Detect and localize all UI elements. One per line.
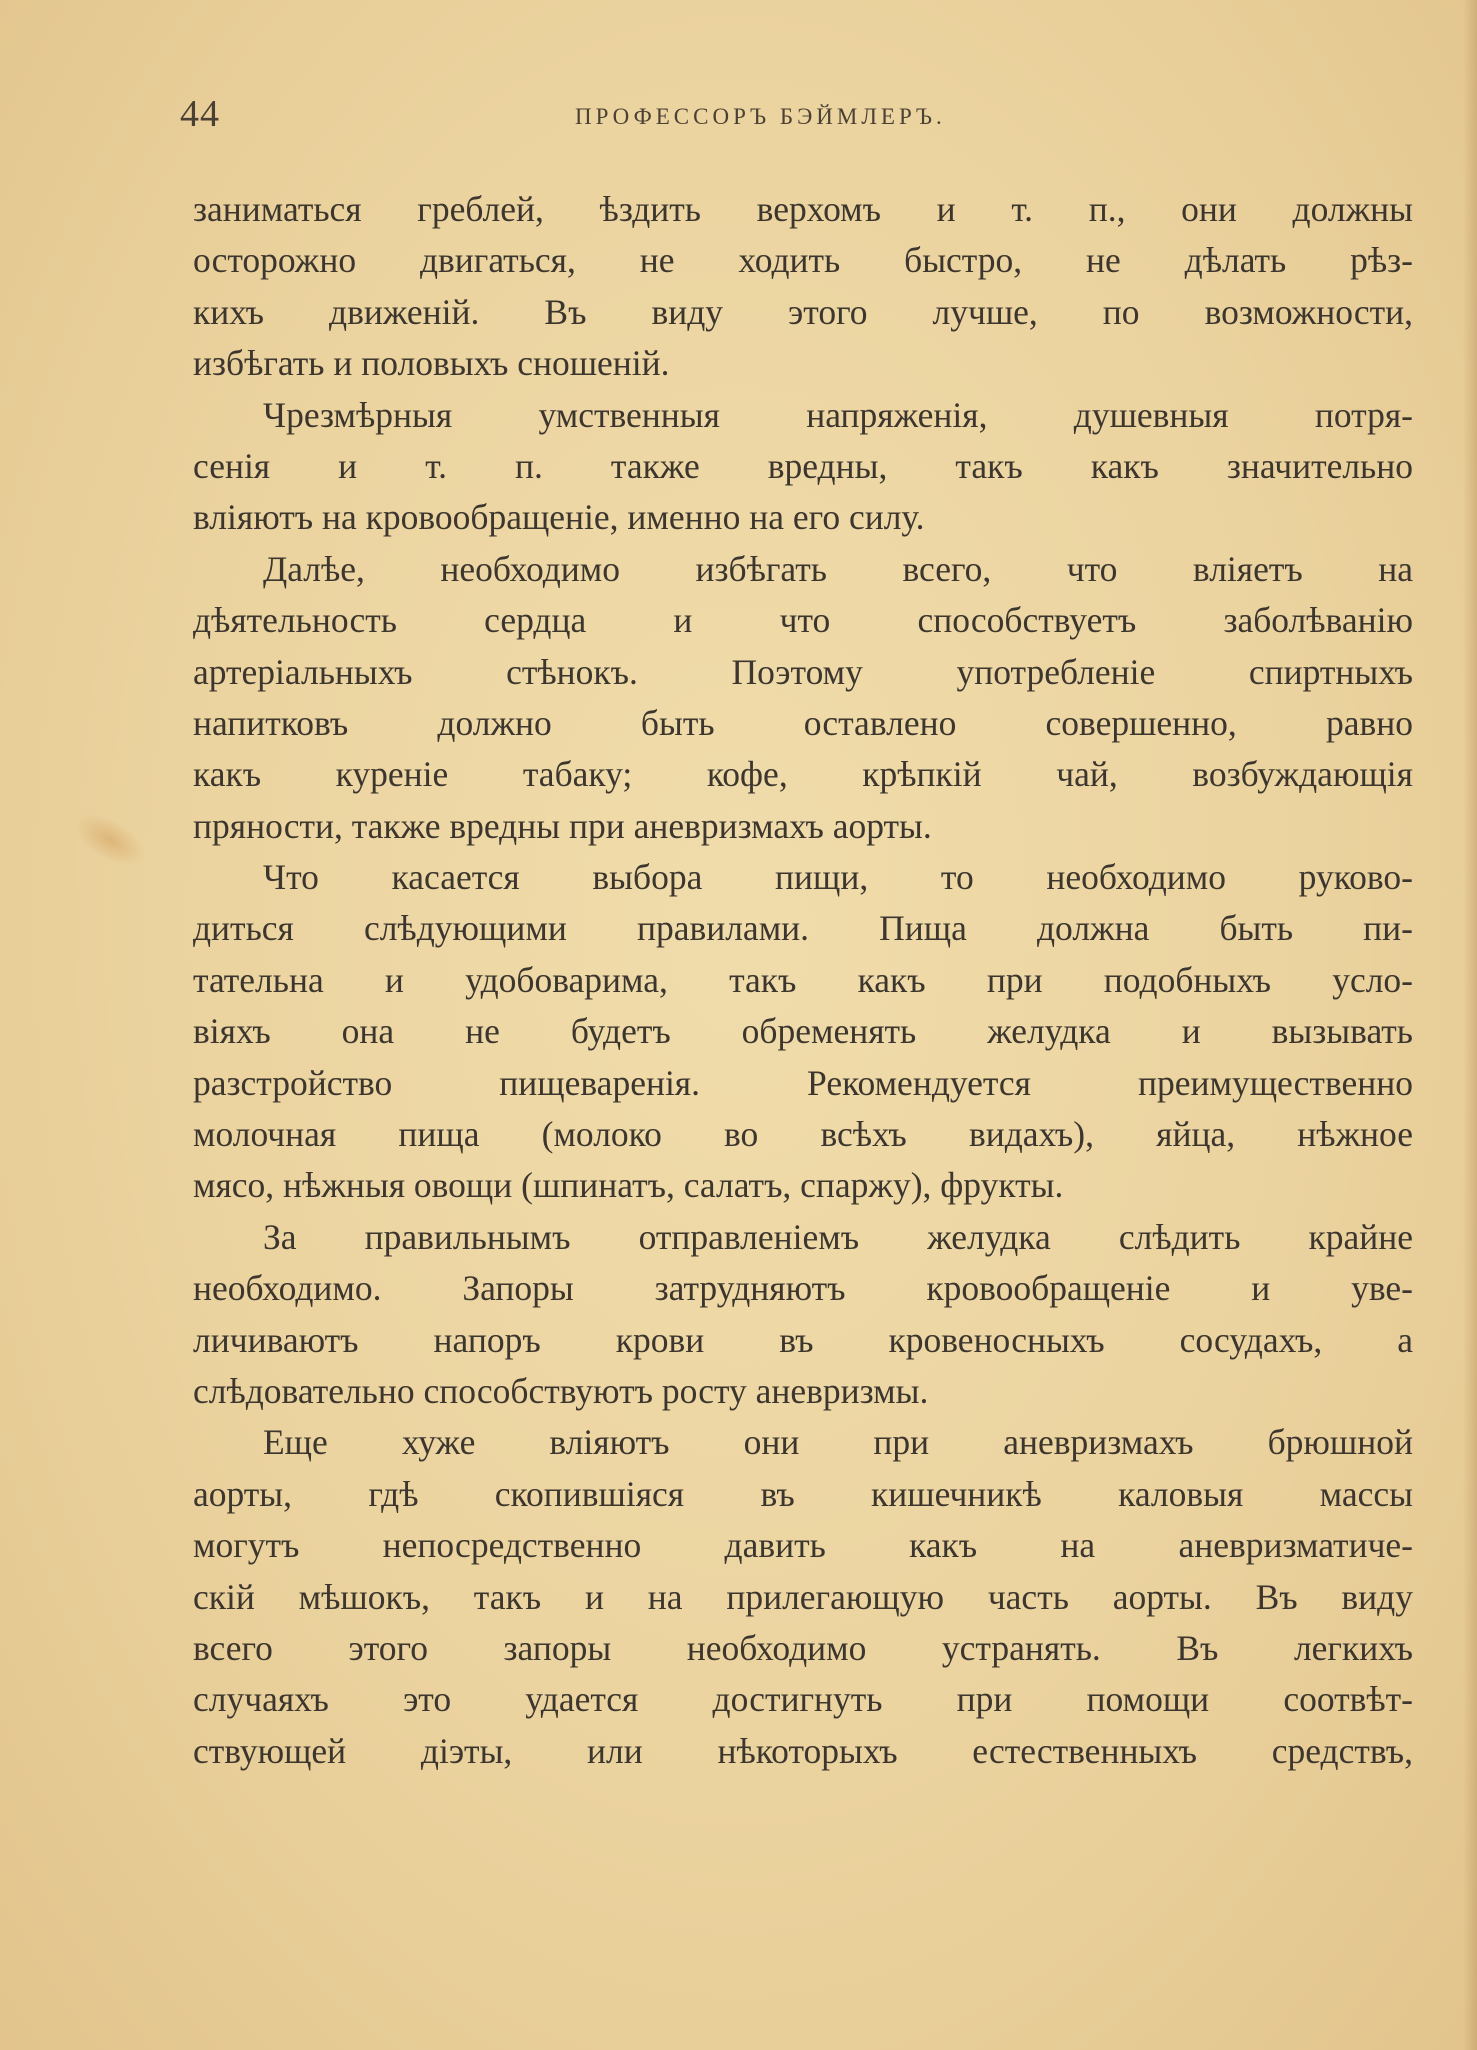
text-line: диться слѣдующими правилами. Пища должна быть пи- xyxy=(193,908,1413,949)
text-line: тательна и удобоварима, такъ какъ при подобныхъ усло- xyxy=(193,959,1413,1000)
text-line: всего этого запоры необходимо устранять. Въ легкихъ xyxy=(193,1627,1413,1668)
text-line: осторожно двигаться, не ходить быстро, не дѣлать рѣз- xyxy=(193,240,1413,281)
running-title: ПРОФЕССОРЪ БЭЙМЛЕРЪ. xyxy=(575,104,946,129)
text-line: случаяхъ это удается достигнуть при помощи соотвѣт- xyxy=(193,1679,1413,1720)
text-line: Еще хуже вліяютъ они при аневризмахъ брюшной xyxy=(263,1422,1413,1463)
text-line: избѣгать и половыхъ сношеній. xyxy=(193,343,670,384)
text-line: аорты, гдѣ скопившіяся въ кишечникѣ каловыя массы xyxy=(193,1473,1413,1514)
text-line: разстройство пищеваренія. Рекомендуется преимущественно xyxy=(193,1062,1413,1103)
text-line: артеріальныхъ стѣнокъ. Поэтому употребленіе спиртныхъ xyxy=(193,651,1413,692)
paper-stain xyxy=(65,803,154,878)
text-line: кихъ движеній. Въ виду этого лучше, по возможности, xyxy=(193,291,1413,332)
text-line: скій мѣшокъ, такъ и на прилегающую часть аорты. Въ виду xyxy=(193,1576,1413,1617)
body-text xyxy=(193,184,1413,1777)
text-line: ствующей діэты, или нѣкоторыхъ естественныхъ средствъ, xyxy=(193,1730,1413,1771)
text-line: Чрезмѣрныя умственныя напряженія, душевныя потря- xyxy=(263,394,1413,435)
text-line: личиваютъ напоръ крови въ кровеносныхъ сосудахъ, а xyxy=(193,1319,1413,1360)
page-number: 44 xyxy=(180,93,220,135)
page-edge-shadow xyxy=(1463,0,1477,2050)
text-line: сенія и т. п. также вредны, такъ какъ значительно xyxy=(193,445,1413,486)
text-line: необходимо. Запоры затрудняютъ кровообращеніе и уве- xyxy=(193,1268,1413,1309)
text-line: могутъ непосредственно давить какъ на аневризматиче- xyxy=(193,1525,1413,1566)
text-line: За правильнымъ отправленіемъ желудка слѣдить крайне xyxy=(263,1216,1413,1257)
text-line: заниматься греблей, ѣздить верхомъ и т. п., они должны xyxy=(193,189,1413,229)
text-line: напитковъ должно быть оставлено совершенно, равно xyxy=(193,702,1413,743)
text-line: слѣдовательно способствуютъ росту аневризмы. xyxy=(193,1370,929,1411)
text-line: пряности, также вредны при аневризмахъ аорты. xyxy=(193,805,932,846)
text-line: вліяютъ на кровообращеніе, именно на его силу. xyxy=(193,497,925,538)
text-line: какъ куреніе табаку; кофе, крѣпкій чай, возбуждающія xyxy=(193,754,1413,795)
text-line: молочная пища (молоко во всѣхъ видахъ), яйца, нѣжное xyxy=(193,1114,1413,1155)
text-line: Далѣе, необходимо избѣгать всего, что вліяетъ на xyxy=(263,548,1413,589)
text-line: Что касается выбора пищи, то необходимо руково- xyxy=(263,857,1413,898)
page-header xyxy=(180,92,1410,142)
text-line: мясо, нѣжныя овощи (шпинатъ, салатъ, спаржу), фрукты. xyxy=(193,1165,1064,1206)
text-line: дѣятельность сердца и что способствуетъ заболѣванію xyxy=(193,600,1413,641)
text-line: віяхъ она не будетъ обременять желудка и вызывать xyxy=(193,1011,1413,1052)
